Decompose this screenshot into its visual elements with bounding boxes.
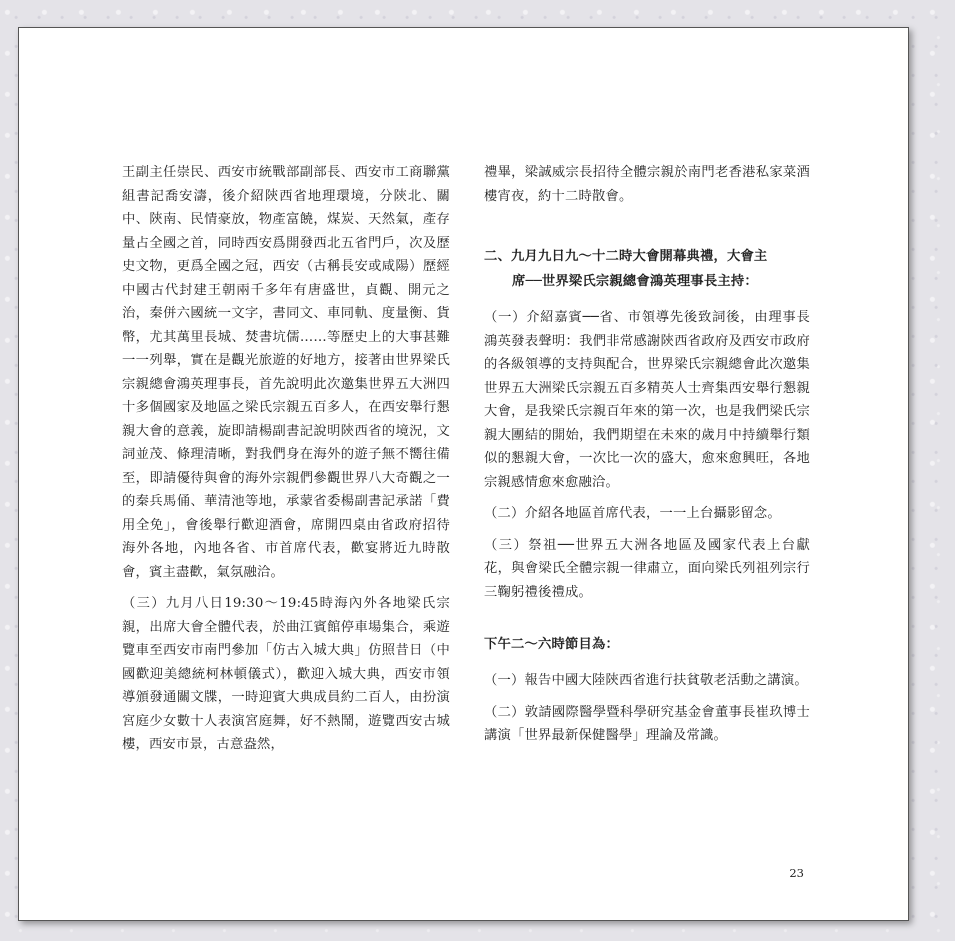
section-heading: 下午二～六時節目為：	[484, 637, 619, 652]
page-number: 23	[789, 866, 804, 880]
body-paragraph: 王副主任崇民、西安市統戰部副部長、西安市工商聯黨組書記喬安濤，後介紹陝西省地理環境，分陝北、關中、陝南、民情豪放，物產富饒，煤炭、天然氣，產存量占全國之首，同時西安爲開發西北五省門戶，次及歷史文物，更爲全國之冠，西安（古稱長安或咸陽）歷經中國古代封建王朝兩千多年有唐盛世，貞觀、開元之治，秦併六國統一文字，書同文、車同軌、度量衡、貨幣，尤其萬里長城、焚書坑儒……等歷史上的大事甚難一一列舉，實在是觀光旅遊的好地方，接著由世界梁氏宗親總會鴻英理事長，首先說明此次邀集世界五大洲四十多個國家及地區之梁氏宗親五百多人，在西安舉行懇親大會的意義，旋即請楊副書記說明陝西省的境況，文詞並茂、條理清晰，對我們身在海外的遊子無不嚮往備至，即請優待與會的海外宗親們參觀世界八大奇觀之一的秦兵馬俑、華清池等地，承蒙省委楊副書記承諾「費用全免」，會後舉行歡迎酒會，席開四桌由省政府招待海外各地，內地各省、市首席代表，歡宴將近九時散會，賓主盡歡，氣氛融洽。	[122, 165, 450, 580]
document-page	[18, 27, 909, 921]
body-paragraph: （三）九月八日19:30～19:45時海內外各地梁氏宗親，出席大會全體代表，於曲江賓館停車場集合，乘遊覽車至西安市南門參加「仿古入城大典」仿照昔日（中國歡迎美總統柯林頓儀式），歡迎入城大典，西安市領導頒發通關文牒，一時迎賓大典成員約二百人，由扮演宮庭少女數十人表演宮庭舞，好不熱鬧，遊覽西安古城樓，西安市景，古意盎然，	[122, 596, 450, 752]
section-heading: 二、九月九日九～十二時大會開幕典禮，大會主	[484, 249, 768, 264]
body-paragraph: 禮畢，梁誠威宗長招待全體宗親於南門老香港私家菜酒樓宵夜，約十二時散會。	[484, 165, 810, 204]
body-paragraph: （三）祭祖──世界五大洲各地區及國家代表上台獻花，與會梁氏全體宗親一律肅立，面向梁氏列祖列宗行三鞠躬禮後禮成。	[484, 537, 810, 600]
body-paragraph: （一）介紹嘉賓──省、市領導先後致詞後，由理事長鴻英發表聲明：我們非常感謝陝西省政府及西安市政府的各級領導的支持與配合，世界梁氏宗親總會此次邀集世界五大洲梁氏宗親五百多精英人士齊集西安舉行懇親大會，是我梁氏宗親百年來的第一次，也是我們梁氏宗親大團結的開始，我們期望在未來的歲月中持續舉行類似的懇親大會，一次比一次的盛大，愈來愈興旺，各地宗親感情愈來愈融洽。	[484, 310, 810, 490]
body-paragraph: （二）介紹各地區首席代表，一一上台攝影留念。	[484, 506, 781, 521]
body-paragraph: （一）報告中國大陸陝西省進行扶貧敬老活動之講演。	[484, 673, 808, 688]
body-paragraph: （二）敦請國際醫學暨科學研究基金會董事長崔玖博士講演「世界最新保健醫學」理論及常識。	[484, 704, 810, 743]
section-heading-continued: 席──世界梁氏宗親總會鴻英理事長主持：	[512, 274, 758, 289]
left-column	[122, 161, 450, 765]
right-column	[484, 161, 810, 756]
